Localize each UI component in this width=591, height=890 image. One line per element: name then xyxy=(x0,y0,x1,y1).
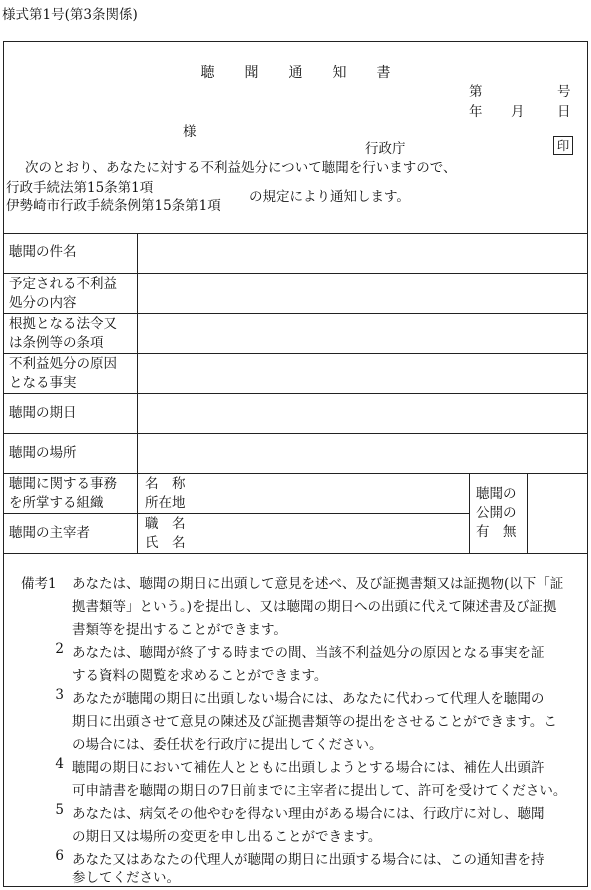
label-text: を所掌する組織 xyxy=(9,495,104,511)
label-text: 聴聞の xyxy=(476,486,517,502)
note-line: 期日に出頭させて意見の陳述及び証拠書類等の提出をさせることができます。こ xyxy=(72,714,557,730)
seal-mark: 印 xyxy=(553,136,573,155)
label-text: 有 無 xyxy=(476,524,517,540)
title-char: 知 xyxy=(332,65,347,81)
title-char: 聞 xyxy=(244,65,259,81)
note-line: あなたは、聴聞の期日に出頭して意見を述べ、及び証拠書類又は証拠物(以下「証 xyxy=(72,576,564,592)
title-char: 通 xyxy=(288,65,303,81)
label-text: 不利益処分の原因 xyxy=(9,356,117,372)
note-line: する資料の閲覧を求めることができます。 xyxy=(72,668,328,684)
issuing-office-label: 行政庁 xyxy=(365,141,406,157)
notes-heading: 備考1 xyxy=(21,576,57,592)
table-divider xyxy=(3,273,588,274)
law-option-act: 行政手続法第15条第1項 xyxy=(6,180,154,196)
date-day-label: 日 xyxy=(557,104,571,120)
note-line: 聴聞の期日において補佐人とともに出頭しようとする場合には、補佐人出頭許 xyxy=(72,760,545,776)
intro-line-end: の規定により通知します。 xyxy=(249,189,410,205)
label-text: 根拠となる法令又 xyxy=(9,316,117,332)
disposition-contents-label xyxy=(9,275,117,313)
label-text: 聴聞の期日 xyxy=(9,405,77,421)
hearing-date-label xyxy=(9,404,77,423)
table-divider xyxy=(3,433,588,434)
note-number: 3 xyxy=(55,687,64,703)
label-text: 聴聞に関する事務 xyxy=(9,476,117,492)
presider-title-label: 職 名 xyxy=(145,516,186,532)
publicity-column-divider xyxy=(469,473,470,553)
organization-label xyxy=(9,475,117,513)
document-title xyxy=(0,62,591,82)
label-text: 聴聞の場所 xyxy=(9,445,77,461)
label-text: 予定される不利益 xyxy=(9,276,117,292)
publicity-column-divider xyxy=(527,473,528,553)
hearing-place-label xyxy=(9,444,77,463)
table-divider xyxy=(3,313,588,314)
table-divider xyxy=(3,513,469,514)
note-line: 書類等を提出することができます。 xyxy=(72,622,287,638)
intro-line: 次のとおり、あなたに対する不利益処分について聴聞を行いますので、 xyxy=(25,160,457,176)
note-line: の期日又は場所の変更を申し出ることができます。 xyxy=(72,829,382,845)
table-divider xyxy=(3,553,588,554)
table-divider xyxy=(3,233,588,234)
org-address-label: 所在地 xyxy=(145,495,186,511)
table-divider xyxy=(3,353,588,354)
note-line: 参してください。 xyxy=(72,870,180,886)
case-name-label xyxy=(9,243,129,262)
law-option-ordinance: 伊勢崎市行政手続条例第15条第1項 xyxy=(6,198,221,214)
date-year-label: 年 xyxy=(469,104,483,120)
note-line: あなたは、病気その他やむを得ない理由がある場合には、行政庁に対し、聴聞 xyxy=(72,806,545,822)
label-text: 聴聞の件名 xyxy=(9,244,77,260)
note-line: 可申請書を聴聞の期日の7日前までに主宰者に提出して、許可を受けてください。 xyxy=(72,783,567,799)
title-char: 聴 xyxy=(200,65,215,81)
note-line: あなた又はあなたの代理人が聴聞の期日に出頭する場合には、この通知書を持 xyxy=(72,852,545,868)
publicity-label xyxy=(476,485,517,542)
cause-facts-label xyxy=(9,355,117,393)
note-number: 5 xyxy=(55,802,64,818)
label-text: となる事実 xyxy=(9,375,77,391)
document-number-suffix: 号 xyxy=(557,84,571,100)
note-line: あなたは、聴聞が終了する時までの間、当該不利益処分の原因となる事実を証 xyxy=(72,645,545,661)
label-text: 聴聞の主宰者 xyxy=(9,525,90,541)
form-number-label: 様式第1号(第3条関係) xyxy=(2,7,138,23)
org-name-label: 名 称 xyxy=(145,476,186,492)
document-number-prefix: 第 xyxy=(469,84,483,100)
label-column-divider xyxy=(137,233,138,553)
table-divider xyxy=(3,393,588,394)
label-text: 公開の xyxy=(476,505,517,521)
legal-basis-label xyxy=(9,315,117,353)
note-number: 6 xyxy=(55,848,64,864)
note-line: あなたが聴聞の期日に出頭しない場合には、あなたに代わって代理人を聴聞の xyxy=(72,691,545,707)
label-text: 処分の内容 xyxy=(9,295,77,311)
title-char: 書 xyxy=(376,65,391,81)
presider-name-label: 氏 名 xyxy=(145,535,186,551)
label-text: は条例等の条項 xyxy=(9,335,104,351)
note-number: 2 xyxy=(55,641,64,657)
recipient-honorific: 様 xyxy=(183,124,197,140)
note-line: の場合には、委任状を行政庁に提出してください。 xyxy=(72,737,383,753)
note-number: 4 xyxy=(55,756,64,772)
note-line: 拠書類等」という。)を提出し、又は聴聞の期日への出頭に代えて陳述書及び証拠 xyxy=(72,599,557,615)
table-divider xyxy=(3,473,588,474)
date-month-label: 月 xyxy=(511,104,525,120)
presider-label xyxy=(9,524,90,543)
